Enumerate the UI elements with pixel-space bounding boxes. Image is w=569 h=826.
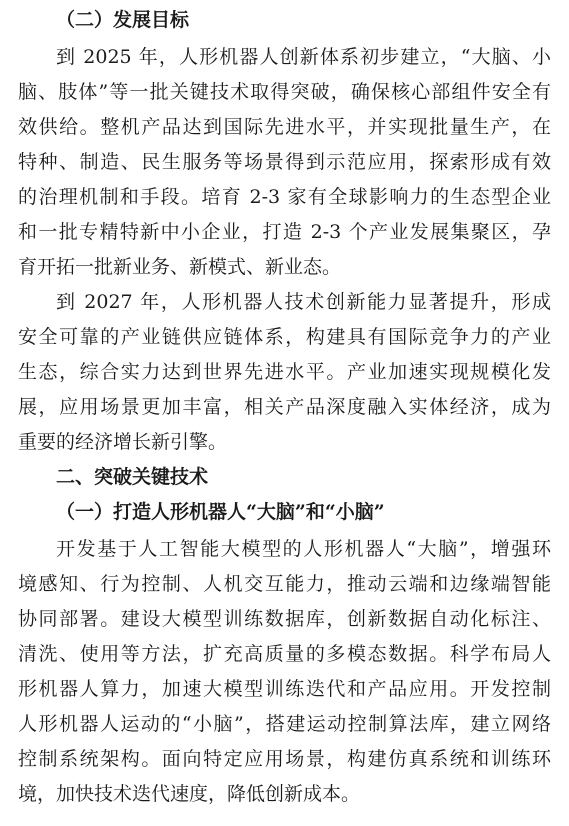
paragraph-line: 到 2025 年，人形机器人创新体系初步建立，“大脑、小 [56,46,551,68]
subsection-one-heading: （一）打造人形机器人“大脑”和“小脑” [56,501,385,523]
paragraph-line: 特种、制造、民生服务等场景得到示范应用，探索形成有效 [18,151,551,173]
paragraph-line: 开发基于人工智能大模型的人形机器人“大脑”，增强环 [56,538,551,560]
paragraph-line: 协同部署。建设大模型训练数据库，创新数据自动化标注、 [18,608,551,630]
paragraph-line: 境，加快技术迭代速度，降低创新成本。 [18,783,361,805]
paragraph-line: 安全可靠的产业链供应链体系，构建具有国际竞争力的产业 [18,326,551,348]
paragraph-line: 境感知、行为控制、人机交互能力，推动云端和边缘端智能 [18,573,551,595]
paragraph-line: 清洗、使用等方法，扩充高质量的多模态数据。科学布局人 [18,643,551,665]
paragraph-line: 到 2027 年，人形机器人技术创新能力显著提升，形成 [56,291,551,313]
paragraph-line: 展，应用场景更加丰富，相关产品深度融入实体经济，成为 [18,396,551,418]
paragraph-line: 重要的经济增长新引擎。 [18,431,228,453]
section-goal-heading: （二）发展目标 [56,9,190,31]
paragraph-line: 和一批专精特新中小企业，打造 2-3 个产业发展集聚区，孕 [18,221,551,243]
paragraph-line: 育开拓一批新业务、新模式、新业态。 [18,256,342,278]
paragraph-line: 的治理机制和手段。培育 2-3 家有全球影响力的生态型企业 [18,186,551,208]
paragraph-line: 效供给。整机产品达到国际先进水平，并实现批量生产，在 [18,116,551,138]
section-two-heading: 二、突破关键技术 [56,466,209,488]
paragraph-line: 形机器人算力，加速大模型训练迭代和产品应用。开发控制 [18,678,551,700]
paragraph-line: 脑、肢体”等一批关键技术取得突破，确保核心部组件安全有 [18,81,551,103]
paragraph-line: 人形机器人运动的“小脑”，搭建运动控制算法库，建立网络 [18,713,551,735]
paragraph-line: 控制系统架构。面向特定应用场景，构建仿真系统和训练环 [18,748,551,770]
paragraph-line: 生态，综合实力达到世界先进水平。产业加速实现规模化发 [18,361,551,383]
